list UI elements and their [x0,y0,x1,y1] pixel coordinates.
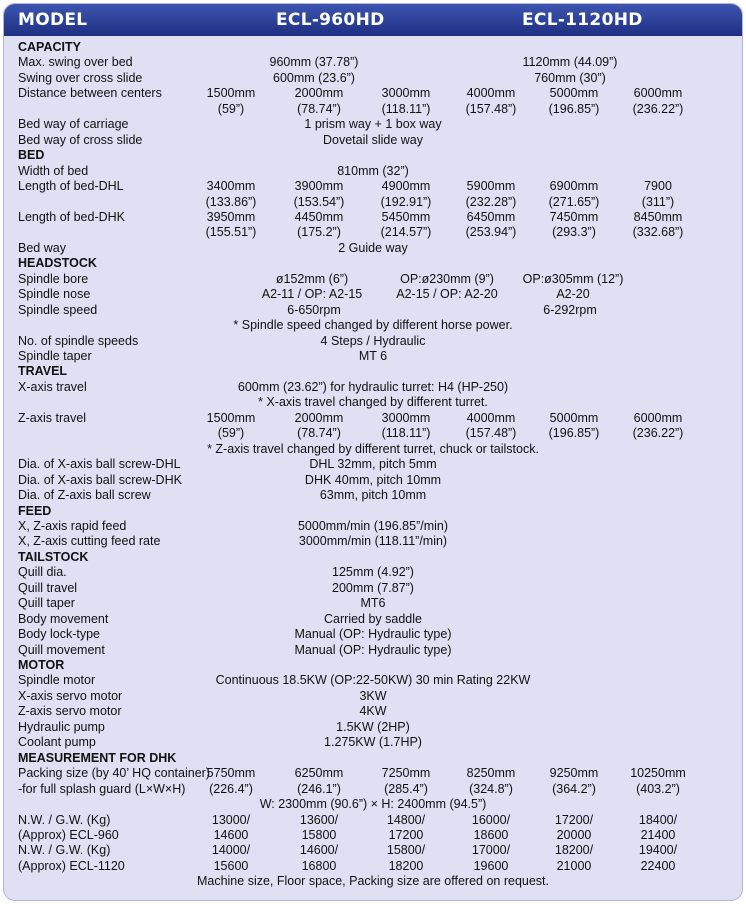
spec-label: Z-axis travel [18,410,87,425]
spec-value: 5450mm [381,209,431,224]
spec-value: 4 Steps / Hydraulic [320,333,426,348]
spec-value: 16000/ [471,812,511,827]
spec-row [4,178,742,194]
spec-label: Z-axis servo motor [18,704,122,719]
spec-value: (253.94”) [465,225,517,240]
spec-value: MT 6 [358,349,388,363]
spec-label: (Approx) ECL-960 [18,827,119,842]
header-model: MODEL [18,10,88,30]
spec-value: 3950mm [206,209,256,224]
spec-value: (226.4”) [209,781,253,796]
spec-value: (271.65”) [548,194,600,209]
spec-value: (175.2”) [297,225,341,240]
section-heading: MEASUREMENT FOR DHK [18,750,177,765]
spec-value: 6000mm [633,410,683,425]
spec-value: 3000mm/min (118.11”/min) [298,534,448,549]
spec-value: (214.57”) [380,225,432,240]
table-header [4,4,742,36]
spec-value: W: 2300mm (90.6”) × H: 2400mm (94.5”) [259,797,487,812]
spec-value: (232.28”) [465,194,517,209]
spec-value: 1500mm [206,410,256,425]
spec-value: (78.74”) [297,426,341,441]
spec-label: Dia. of X-axis ball screw-DHK [18,472,182,487]
spec-label: Body lock-type [18,627,100,642]
spec-label: X, Z-axis rapid feed [18,518,127,533]
spec-row [4,812,742,828]
spec-value: 4KW [359,704,387,719]
spec-value: 3400mm [206,179,256,194]
spec-value: 14000/ [211,843,251,858]
spec-value: 760mm (30”) [534,70,606,85]
spec-table [3,3,743,901]
spec-value: 21400 [640,827,676,842]
spec-label: -for full splash guard (L×W×H) [18,781,186,796]
spec-row [4,873,742,889]
spec-value: Manual (OP: Hydraulic type) [294,627,452,642]
section-heading: CAPACITY [18,40,81,54]
spec-label: Quill movement [18,642,105,657]
spec-value: 5000mm [549,410,599,425]
spec-value: 125mm (4.92”) [332,565,414,580]
spec-row [4,101,742,117]
spec-value: 3900mm [294,179,344,194]
spec-label: Max. swing over bed [18,55,133,70]
spec-row [4,441,742,457]
spec-value: OP:ø305mm (12”) [522,271,624,286]
spec-value: ø152mm (6”) [275,271,349,286]
section-row [4,363,742,379]
spec-value: 2000mm [294,410,344,425]
spec-value: 7900 [644,179,672,194]
spec-value: 63mm, pitch 10mm [319,488,427,503]
spec-label: Length of bed-DHK [18,209,126,224]
spec-label: Dia. of X-axis ball screw-DHL [18,457,181,472]
spec-value: 6900mm [549,179,599,194]
spec-value: 18200/ [554,843,594,858]
spec-row [4,317,742,333]
section-row [4,657,742,673]
spec-value: 6-650rpm [287,302,341,317]
spec-row [4,224,742,240]
spec-row [4,518,742,534]
spec-value: 6450mm [466,209,516,224]
section-row [4,549,742,565]
spec-value: (153.54”) [293,194,345,209]
spec-value: 8450mm [633,209,683,224]
spec-value: 17200/ [554,812,594,827]
spec-value: 15800 [301,827,337,842]
spec-label: (Approx) ECL-1120 [18,858,125,873]
spec-label: Bed way of cross slide [18,132,143,147]
spec-value: 810mm (32”) [337,163,409,178]
spec-row [4,116,742,132]
spec-label: No. of spindle speeds [18,333,139,348]
spec-value: (246.1”) [297,781,341,796]
section-heading: TAILSTOCK [18,549,89,564]
spec-label: Spindle speed [18,302,98,317]
spec-value: (196.85”) [548,101,600,116]
spec-row [4,302,742,318]
spec-row [4,642,742,658]
spec-label: Hydraulic pump [18,719,105,734]
spec-value: OP:ø230mm (9”) [400,271,494,286]
spec-value: 2000mm [294,86,344,101]
spec-value: (285.4”) [384,781,428,796]
spec-value: (118.11”) [381,426,431,441]
spec-value: 6-292rpm [543,302,597,317]
spec-value: 14800/ [386,812,426,827]
spec-row [4,240,742,256]
spec-value: 7450mm [549,209,599,224]
spec-value: 20000 [556,827,592,842]
spec-row [4,348,742,364]
spec-label: Body movement [18,611,109,626]
section-row [4,750,742,766]
spec-row [4,533,742,549]
spec-value: 3000mm [381,86,431,101]
spec-value: 1 prism way + 1 box way [304,117,442,132]
spec-row [4,827,742,843]
spec-value: MT6 [360,596,386,611]
spec-label: Quill dia. [18,565,67,580]
spec-label: Coolant pump [18,735,96,750]
spec-value: 10250mm [630,766,686,781]
spec-value: DHL 32mm, pitch 5mm [309,457,437,472]
spec-value: (192.91”) [380,194,432,209]
spec-value: 16800 [301,858,337,873]
spec-value: (118.11”) [381,101,431,116]
spec-value: 5000mm [549,86,599,101]
spec-label: Bed way [18,240,66,255]
spec-label: X-axis travel [18,379,87,394]
spec-label: X, Z-axis cutting feed rate [18,534,161,549]
spec-value: 1.5KW (2HP) [336,719,410,734]
spec-row [4,765,742,781]
spec-row [4,842,742,858]
spec-value: Dovetail slide way [322,132,424,147]
section-row [4,255,742,271]
spec-value: 6000mm [633,86,683,101]
spec-label: Swing over cross slide [18,70,143,85]
spec-value: 960mm (37.78”) [269,55,359,70]
spec-value: 18400/ [638,812,678,827]
spec-value: (236.22”) [632,101,684,116]
spec-row [4,425,742,441]
spec-label: Width of bed [18,163,89,178]
spec-value: 18200 [388,858,424,873]
spec-value: 5000mm/min (196.85”/min) [297,518,449,533]
section-row [4,147,742,163]
spec-value: (157.48”) [465,426,517,441]
spec-value: (311”) [641,194,675,209]
spec-value: 14600/ [299,843,339,858]
spec-row [4,580,742,596]
spec-value: 19400/ [638,843,678,858]
spec-row [4,163,742,179]
spec-value: (332.68”) [632,225,684,240]
spec-value: 1.275KW (1.7HP) [324,735,422,750]
spec-value: (236.22”) [632,426,684,441]
spec-row [4,132,742,148]
section-row [4,503,742,519]
spec-label: X-axis servo motor [18,688,123,703]
spec-value: 21000 [556,858,592,873]
spec-label: Quill taper [18,596,75,611]
spec-label: N.W. / G.W. (Kg) [18,843,111,858]
spec-value: (133.86”) [205,194,257,209]
spec-value: 1500mm [206,86,256,101]
spec-value: 15600 [213,858,249,873]
spec-row [4,688,742,704]
spec-value: 19600 [473,858,509,873]
spec-label: Distance between centers [18,86,162,101]
spec-value: (196.85”) [548,426,600,441]
spec-value: 13000/ [211,812,251,827]
spec-value: Continuous 18.5KW (OP:22-50KW) 30 min Rating 22KW [215,673,531,688]
spec-row [4,796,742,812]
spec-label: N.W. / G.W. (Kg) [18,812,111,827]
spec-row [4,379,742,395]
spec-value: (157.48”) [465,101,517,116]
spec-label: Spindle motor [18,673,96,688]
section-heading: BED [18,148,45,163]
spec-value: 3000mm [381,410,431,425]
spec-value: (78.74”) [297,101,341,116]
spec-row [4,564,742,580]
spec-label: Bed way of carriage [18,117,129,132]
spec-label: Dia. of Z-axis ball screw [18,488,151,503]
spec-row [4,472,742,488]
spec-value: 5750mm [206,766,256,781]
spec-value: (59”) [217,101,245,116]
spec-row [4,194,742,210]
spec-value: Carried by saddle [324,611,422,626]
spec-row [4,456,742,472]
spec-row [4,595,742,611]
spec-row [4,858,742,874]
spec-value: (293.3”) [552,225,596,240]
spec-label: Spindle taper [18,349,92,363]
spec-value: A2-20 [556,287,590,302]
spec-value: 9250mm [549,766,599,781]
spec-value: * Z-axis travel changed by different turret, chuck or tailstock. [207,441,539,456]
spec-value: 22400 [640,858,676,873]
spec-row [4,703,742,719]
spec-value: (324.8”) [469,781,513,796]
section-heading: TRAVEL [18,364,68,379]
spec-value: (59”) [217,426,245,441]
spec-row [4,394,742,410]
spec-label: Packing size (by 40’ HQ container) [18,766,210,781]
spec-row [4,487,742,503]
spec-row [4,333,742,349]
spec-value: 5900mm [466,179,516,194]
spec-value: 14600 [213,827,249,842]
spec-label: Length of bed-DHL [18,179,124,194]
header-ecl-960hd: ECL-960HD [276,10,385,30]
header-ecl-1120hd: ECL-1120HD [522,10,643,30]
spec-value: 17200 [388,827,424,842]
spec-value: 600mm (23.62”) for hydraulic turret: H4 (HP-250) [237,379,509,394]
spec-value: 13600/ [299,812,339,827]
spec-row [4,611,742,627]
spec-value: (155.51”) [205,225,257,240]
spec-row [4,85,742,101]
spec-value: 2 Guide way [338,240,408,255]
spec-value: 6250mm [294,766,344,781]
spec-label: Spindle nose [18,287,91,302]
spec-row [4,70,742,86]
spec-value: 15800/ [386,843,426,858]
spec-row [4,734,742,750]
spec-label: Spindle bore [18,271,89,286]
spec-value: A2-11 / OP: A2-15 [261,287,363,302]
section-heading: FEED [18,503,52,518]
spec-row [4,209,742,225]
section-row [4,39,742,55]
spec-value: Manual (OP: Hydraulic type) [294,642,452,657]
spec-value: 4000mm [466,410,516,425]
spec-value: * X-axis travel changed by different turret. [258,395,488,410]
spec-value: 8250mm [466,766,516,781]
spec-row [4,271,742,287]
spec-value: * Spindle speed changed by different horse power. [233,318,513,333]
spec-value: 200mm (7.87”) [332,580,414,595]
spec-value: DHK 40mm, pitch 10mm [304,472,442,487]
spec-value: 4000mm [466,86,516,101]
spec-row [4,54,742,70]
spec-value: 1120mm (44.09”) [522,55,618,70]
spec-value: 4450mm [294,209,344,224]
spec-row [4,719,742,735]
spec-row [4,286,742,302]
section-heading: HEADSTOCK [18,256,97,271]
spec-value: 600mm (23.6”) [273,70,355,85]
spec-label: Quill travel [18,580,78,595]
spec-row [4,410,742,426]
spec-value: 17000/ [471,843,511,858]
spec-value: 18600 [473,827,509,842]
spec-row [4,672,742,688]
spec-value: 4900mm [381,179,431,194]
spec-value: (403.2”) [636,781,680,796]
spec-value: 7250mm [381,766,431,781]
spec-row [4,781,742,797]
spec-row [4,626,742,642]
spec-value: 3KW [359,688,387,703]
spec-value: A2-15 / OP: A2-20 [396,287,498,302]
spec-value: Machine size, Floor space, Packing size are offered on request. [196,874,550,889]
section-heading: MOTOR [18,658,65,672]
spec-value: (364.2”) [552,781,596,796]
